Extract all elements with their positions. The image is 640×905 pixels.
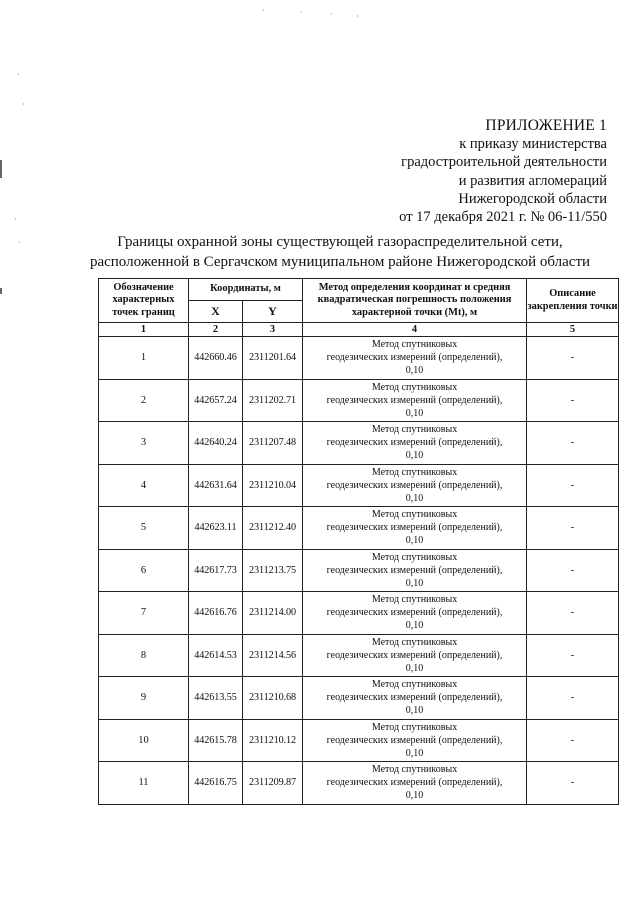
method-cell	[303, 592, 527, 635]
appendix-title: ПРИЛОЖЕНИЕ 1	[485, 117, 607, 134]
method-line: геодезических измерений (определений),	[326, 734, 503, 746]
coord-y: 2311202.71	[243, 379, 303, 422]
appendix-line: и развития агломераций	[458, 172, 607, 189]
method-cell	[303, 464, 527, 507]
title-line-1: Границы охранной зоны существующей газораспределительной сети,	[117, 234, 563, 250]
method-line: геодезических измерений (определений),	[326, 522, 503, 534]
header-coordinates: Координаты, м	[189, 279, 303, 301]
table-row	[99, 549, 619, 592]
table-row	[99, 422, 619, 465]
method-cell	[303, 507, 527, 550]
coord-x: 442631.64	[189, 464, 243, 507]
method-cell	[303, 337, 527, 380]
table-row	[99, 762, 619, 805]
coord-x: 442617.73	[189, 549, 243, 592]
method-line: Метод спутниковых	[371, 509, 458, 521]
method-line: Метод спутниковых	[371, 466, 458, 478]
appendix-line: Нижегородской области	[458, 190, 607, 207]
method-line: Метод спутниковых	[371, 424, 458, 436]
point-designation: 3	[99, 422, 189, 465]
coord-x: 442616.75	[189, 762, 243, 805]
method-accuracy: 0,10	[405, 450, 424, 462]
header-designation: Обозначение характерных точек границ	[99, 279, 189, 323]
column-number: 1	[99, 323, 189, 337]
method-accuracy: 0,10	[405, 535, 424, 547]
coord-x: 442615.78	[189, 719, 243, 762]
table-row	[99, 337, 619, 380]
method-accuracy: 0,10	[405, 747, 424, 759]
method-cell	[303, 379, 527, 422]
coord-y: 2311210.68	[243, 677, 303, 720]
method-line: геодезических измерений (определений),	[326, 564, 503, 576]
appendix-order-date: от 17 декабря 2021 г. № 06-11/550	[399, 209, 607, 226]
method-line: геодезических измерений (определений),	[326, 692, 503, 704]
coord-x: 442614.53	[189, 634, 243, 677]
fixing-description: -	[527, 507, 619, 550]
method-line: геодезических измерений (определений),	[326, 437, 503, 449]
header-y: Y	[243, 301, 303, 323]
method-line: Метод спутниковых	[371, 721, 458, 733]
method-accuracy: 0,10	[405, 577, 424, 589]
point-designation: 7	[99, 592, 189, 635]
method-cell	[303, 634, 527, 677]
method-cell	[303, 762, 527, 805]
appendix-line: градостроительной деятельности	[401, 154, 607, 171]
appendix-header	[399, 117, 607, 226]
method-accuracy: 0,10	[405, 492, 424, 504]
point-designation: 2	[99, 379, 189, 422]
method-cell	[303, 549, 527, 592]
coord-x: 442640.24	[189, 422, 243, 465]
fixing-description: -	[527, 464, 619, 507]
point-designation: 5	[99, 507, 189, 550]
coord-y: 2311213.75	[243, 549, 303, 592]
fixing-description: -	[527, 422, 619, 465]
fixing-description: -	[527, 549, 619, 592]
column-number: 2	[189, 323, 243, 337]
point-designation: 9	[99, 677, 189, 720]
table-row	[99, 677, 619, 720]
point-designation: 10	[99, 719, 189, 762]
method-accuracy: 0,10	[405, 662, 424, 674]
table-row	[99, 592, 619, 635]
method-cell	[303, 677, 527, 720]
method-cell	[303, 719, 527, 762]
coord-x: 442613.55	[189, 677, 243, 720]
table-row	[99, 379, 619, 422]
column-number: 4	[303, 323, 527, 337]
fixing-description: -	[527, 634, 619, 677]
method-line: Метод спутниковых	[371, 339, 458, 351]
appendix-line: к приказу министерства	[459, 136, 607, 153]
table-row	[99, 507, 619, 550]
coordinates-table	[98, 278, 619, 805]
coord-y: 2311207.48	[243, 422, 303, 465]
point-designation: 11	[99, 762, 189, 805]
table-row	[99, 464, 619, 507]
fixing-description: -	[527, 337, 619, 380]
coord-y: 2311214.56	[243, 634, 303, 677]
method-line: Метод спутниковых	[371, 551, 458, 563]
method-line: Метод спутниковых	[371, 381, 458, 393]
method-line: Метод спутниковых	[371, 594, 458, 606]
method-line: Метод спутниковых	[371, 764, 458, 776]
header-x: X	[189, 301, 243, 323]
method-line: Метод спутниковых	[371, 636, 458, 648]
method-line: геодезических измерений (определений),	[326, 607, 503, 619]
method-accuracy: 0,10	[405, 705, 424, 717]
method-line: геодезических измерений (определений),	[326, 649, 503, 661]
method-accuracy: 0,10	[405, 407, 424, 419]
fixing-description: -	[527, 592, 619, 635]
method-cell	[303, 422, 527, 465]
coord-x: 442616.76	[189, 592, 243, 635]
coord-x: 442623.11	[189, 507, 243, 550]
point-designation: 1	[99, 337, 189, 380]
method-line: Метод спутниковых	[371, 679, 458, 691]
fixing-description: -	[527, 719, 619, 762]
column-number: 3	[243, 323, 303, 337]
method-line: геодезических измерений (определений),	[326, 479, 503, 491]
title-line-2: расположенной в Сергачском муниципальном районе Нижегородской области	[89, 253, 591, 270]
method-line: геодезических измерений (определений),	[326, 394, 503, 406]
header-method: Метод определения координат и средняя квадратическая погрешность положения характерной точки (Mt), м	[303, 279, 527, 323]
coord-y: 2311212.40	[243, 507, 303, 550]
table-row	[99, 634, 619, 677]
method-line: геодезических измерений (определений),	[326, 352, 503, 364]
point-designation: 8	[99, 634, 189, 677]
coord-y: 2311214.00	[243, 592, 303, 635]
method-line: геодезических измерений (определений),	[326, 777, 503, 789]
coord-y: 2311209.87	[243, 762, 303, 805]
fixing-description: -	[527, 762, 619, 805]
point-designation: 6	[99, 549, 189, 592]
header-description: Описание закрепления точки	[527, 279, 619, 323]
coord-x: 442660.46	[189, 337, 243, 380]
method-accuracy: 0,10	[405, 620, 424, 632]
coord-y: 2311210.04	[243, 464, 303, 507]
coord-x: 442657.24	[189, 379, 243, 422]
document-title	[60, 233, 620, 272]
coord-y: 2311210.12	[243, 719, 303, 762]
point-designation: 4	[99, 464, 189, 507]
coord-y: 2311201.64	[243, 337, 303, 380]
fixing-description: -	[527, 677, 619, 720]
fixing-description: -	[527, 379, 619, 422]
method-accuracy: 0,10	[405, 790, 424, 802]
method-accuracy: 0,10	[405, 365, 424, 377]
table-row	[99, 719, 619, 762]
column-number: 5	[527, 323, 619, 337]
